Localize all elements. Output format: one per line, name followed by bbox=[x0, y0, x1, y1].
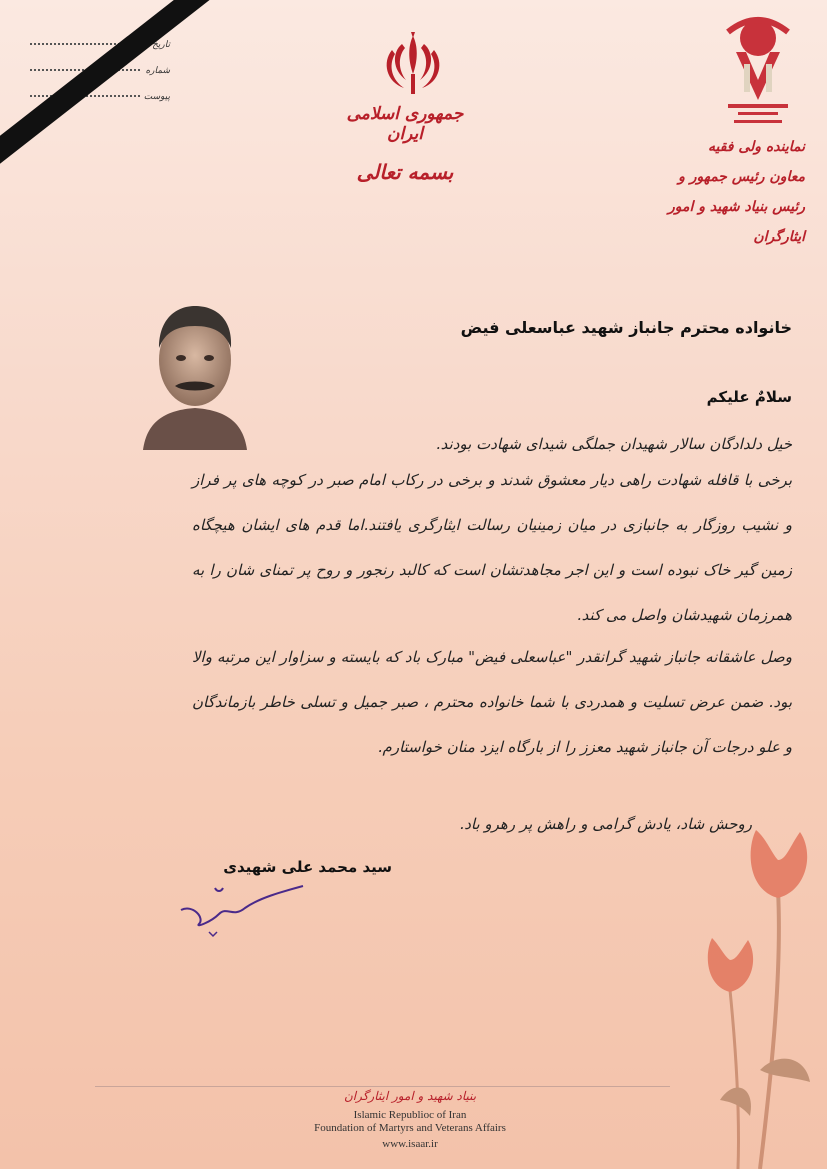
signer-name: سید محمد علی شهیدی bbox=[223, 858, 392, 876]
paragraph-3: وصل عاشقانه جانباز شهید گرانقدر "عباسعلی فیض" مبارک باد که بایسته و سزاوار این مرتبه والا بود. ضمن عرض تسلیت و همدردی با شما خانواده محترم ، صبر جمیل و تسلی خاطر بازماندگان و علو درجات آن جانباز شهید معزز را از بارگاه ایزد منان خواستارم. bbox=[192, 648, 792, 756]
tulip-decoration bbox=[690, 820, 827, 1169]
letter-heading: خانواده محترم جانباز شهید عباسعلی فیض bbox=[460, 318, 792, 337]
paragraph-1: خیل دلدادگان سالار شهیدان جملگی شیدای شهادت بودند. bbox=[435, 435, 792, 453]
footer-line-2: Foundation of Martyrs and Veterans Affairs bbox=[314, 1122, 506, 1134]
rep-line-2: معاون رئیس جمهور و bbox=[678, 169, 805, 185]
foundation-logo-icon bbox=[708, 12, 808, 132]
closing-line: روحش شاد، یادش گرامی و راهش پر رهرو باد. bbox=[459, 815, 752, 833]
footer-divider bbox=[95, 1086, 670, 1087]
representative-title bbox=[645, 132, 805, 252]
footer bbox=[260, 1090, 560, 1151]
bismillah: بسمه تعالی bbox=[356, 160, 454, 184]
attachment-label: پیوست bbox=[143, 92, 170, 102]
country-name: جمهوری اسلامی ایران bbox=[346, 104, 464, 144]
martyr-photo bbox=[143, 300, 247, 450]
footer-org-fa: بنیاد شهید و امور ایثارگران bbox=[343, 1089, 477, 1103]
rep-line-1: نماینده ولی فقیه bbox=[707, 139, 805, 155]
footer-line-1: Islamic Republioc of Iran bbox=[353, 1109, 467, 1121]
salutation: سلامٌ علیکم bbox=[706, 388, 792, 406]
footer-url: www.isaar.ir bbox=[382, 1138, 438, 1150]
iran-emblem-icon bbox=[378, 30, 448, 100]
rep-line-3: رئیس بنیاد شهید و امور ایثارگران bbox=[668, 199, 805, 245]
signature bbox=[175, 878, 310, 938]
number-label: شماره bbox=[145, 66, 170, 76]
paragraph-2: برخی با قافله شهادت راهی دیار معشوق شدند و برخی در رکاب امام صبر در کوچه های پر فراز و نشیب روزگار به جانبازی در میان زمینیان رسالت ایثارگری یافتند.اما قدم های ایشان هیچگاه زمین گیر خاک نبوده است و این اجر مجاهدتشان است که کالبد رنجور و روح پر تمنای شان را به همرزمان شهیدشان واصل می کند. bbox=[192, 471, 792, 624]
date-label: تاریخ bbox=[152, 40, 170, 50]
